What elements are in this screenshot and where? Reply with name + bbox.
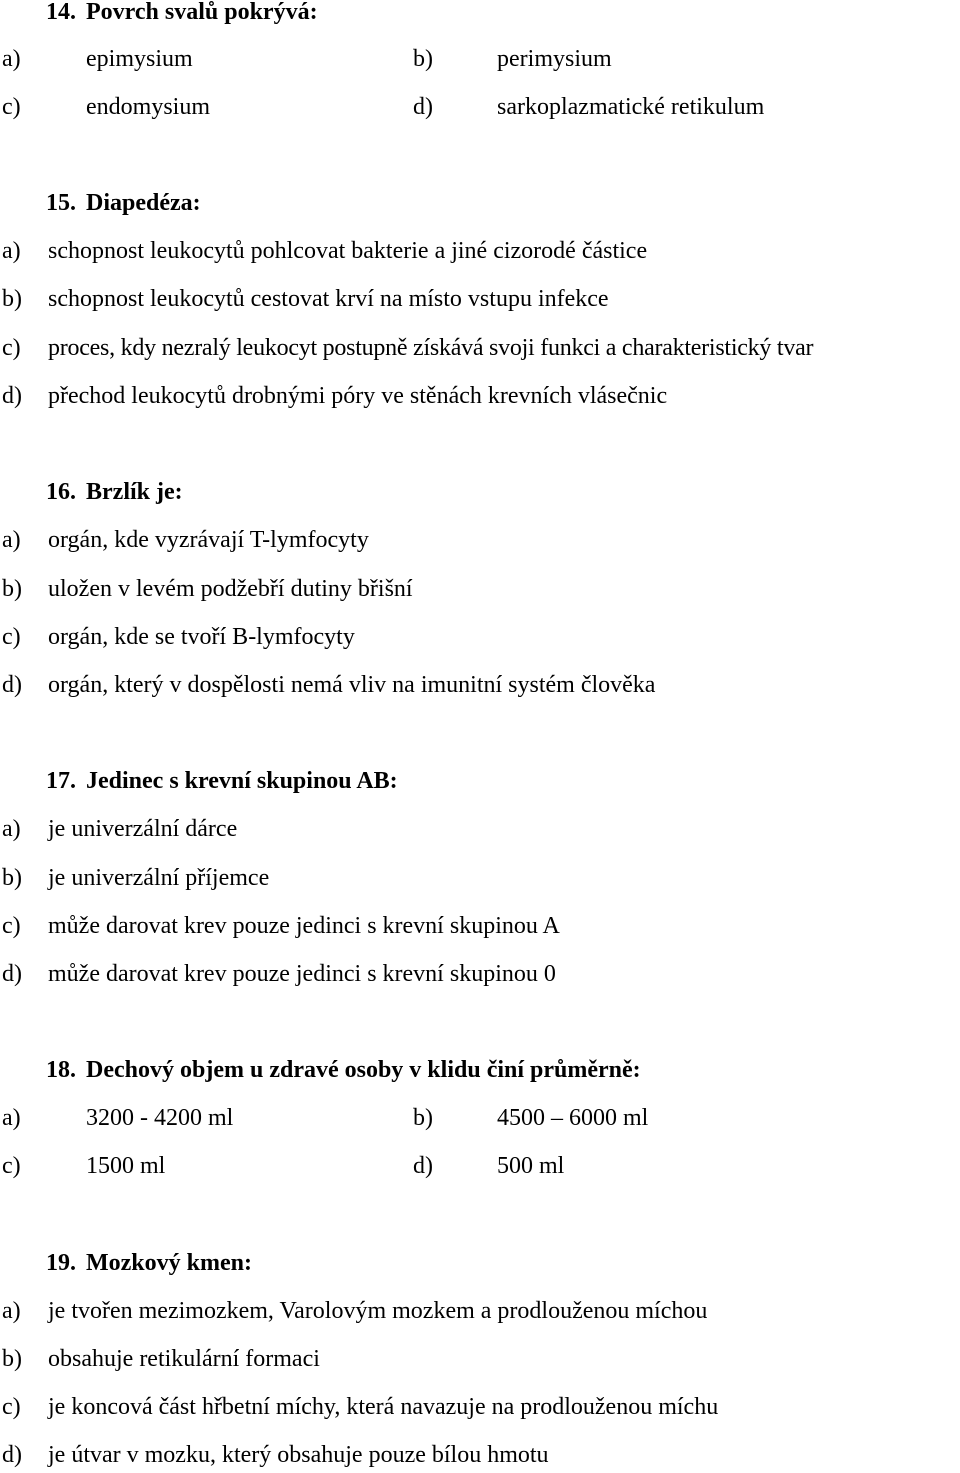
option-text: orgán, který v dospělosti nemá vliv na imunitní systém člověka [48, 672, 656, 698]
option-text: je koncová část hřbetní míchy, která navazuje na prodlouženou míchu [48, 1394, 719, 1420]
option-letter: c) [2, 913, 21, 939]
option-text: je univerzální příjemce [48, 865, 270, 891]
option-letter: d) [413, 1153, 433, 1179]
option-text: proces, kdy nezralý leukocyt postupně získává svoji funkci a charakteristický tvar [48, 335, 814, 361]
option-text: obsahuje retikulární formaci [48, 1346, 320, 1372]
question-number: 15. [46, 190, 76, 216]
option-letter: d) [2, 1442, 22, 1468]
option-text: může darovat krev pouze jedinci s krevní skupinou A [48, 913, 560, 939]
option-letter: b) [2, 576, 22, 602]
option-letter: a) [2, 46, 21, 72]
option-letter: a) [2, 238, 21, 264]
option-text: orgán, kde se tvoří B-lymfocyty [48, 624, 355, 650]
question-14-title [46, 0, 318, 26]
question-text: Brzlík je: [86, 479, 183, 505]
option-letter: b) [413, 1105, 433, 1131]
option-text: orgán, kde vyzrávají T-lymfocyty [48, 527, 369, 553]
option-letter: b) [413, 46, 433, 72]
option-letter: d) [2, 961, 22, 987]
option-text: perimysium [497, 46, 612, 72]
option-letter: b) [2, 865, 22, 891]
question-number: 19. [46, 1250, 76, 1276]
option-letter: a) [2, 527, 21, 553]
option-letter: c) [2, 94, 21, 120]
option-text: je univerzální dárce [48, 816, 238, 842]
option-text: sarkoplazmatické retikulum [497, 94, 765, 120]
option-letter: c) [2, 335, 21, 361]
option-text: uložen v levém podžebří dutiny břišní [48, 576, 413, 602]
question-text: Diapedéza: [86, 190, 201, 216]
question-text: Dechový objem u zdravé osoby v klidu činí průměrně: [86, 1057, 641, 1083]
option-text: 4500 – 6000 ml [497, 1105, 649, 1131]
question-17-title [46, 767, 398, 795]
option-letter: d) [2, 383, 22, 409]
question-text: Mozkový kmen: [86, 1250, 252, 1276]
question-text: Jedinec s krevní skupinou AB: [86, 768, 398, 794]
option-text: přechod leukocytů drobnými póry ve stěnách krevních vlásečnic [48, 383, 668, 409]
option-text: endomysium [86, 94, 210, 120]
option-letter: c) [2, 1394, 21, 1420]
option-letter: a) [2, 816, 21, 842]
question-19-title [46, 1249, 252, 1277]
option-letter: a) [2, 1105, 21, 1131]
option-letter: b) [2, 286, 22, 312]
option-letter: a) [2, 1298, 21, 1324]
option-text: může darovat krev pouze jedinci s krevní skupinou 0 [48, 961, 556, 987]
question-18-title [46, 1056, 641, 1084]
question-number: 18. [46, 1057, 76, 1083]
option-text: epimysium [86, 46, 193, 72]
option-text: 3200 - 4200 ml [86, 1105, 234, 1131]
option-text: je tvořen mezimozkem, Varolovým mozkem a prodlouženou míchou [48, 1298, 708, 1324]
question-text: Povrch svalů pokrývá: [86, 0, 318, 25]
option-letter: d) [2, 672, 22, 698]
option-letter: b) [2, 1346, 22, 1372]
option-letter: c) [2, 1153, 21, 1179]
option-text: je útvar v mozku, který obsahuje pouze bílou hmotu [48, 1442, 549, 1468]
option-text: 1500 ml [86, 1153, 166, 1179]
question-16-title [46, 478, 183, 506]
option-text: 500 ml [497, 1153, 565, 1179]
question-15-title [46, 189, 201, 217]
option-letter: c) [2, 624, 21, 650]
question-number: 14. [46, 0, 76, 25]
question-number: 17. [46, 768, 76, 794]
option-text: schopnost leukocytů cestovat krví na místo vstupu infekce [48, 286, 609, 312]
question-number: 16. [46, 479, 76, 505]
option-letter: d) [413, 94, 433, 120]
option-text: schopnost leukocytů pohlcovat bakterie a jiné cizorodé částice [48, 238, 648, 264]
